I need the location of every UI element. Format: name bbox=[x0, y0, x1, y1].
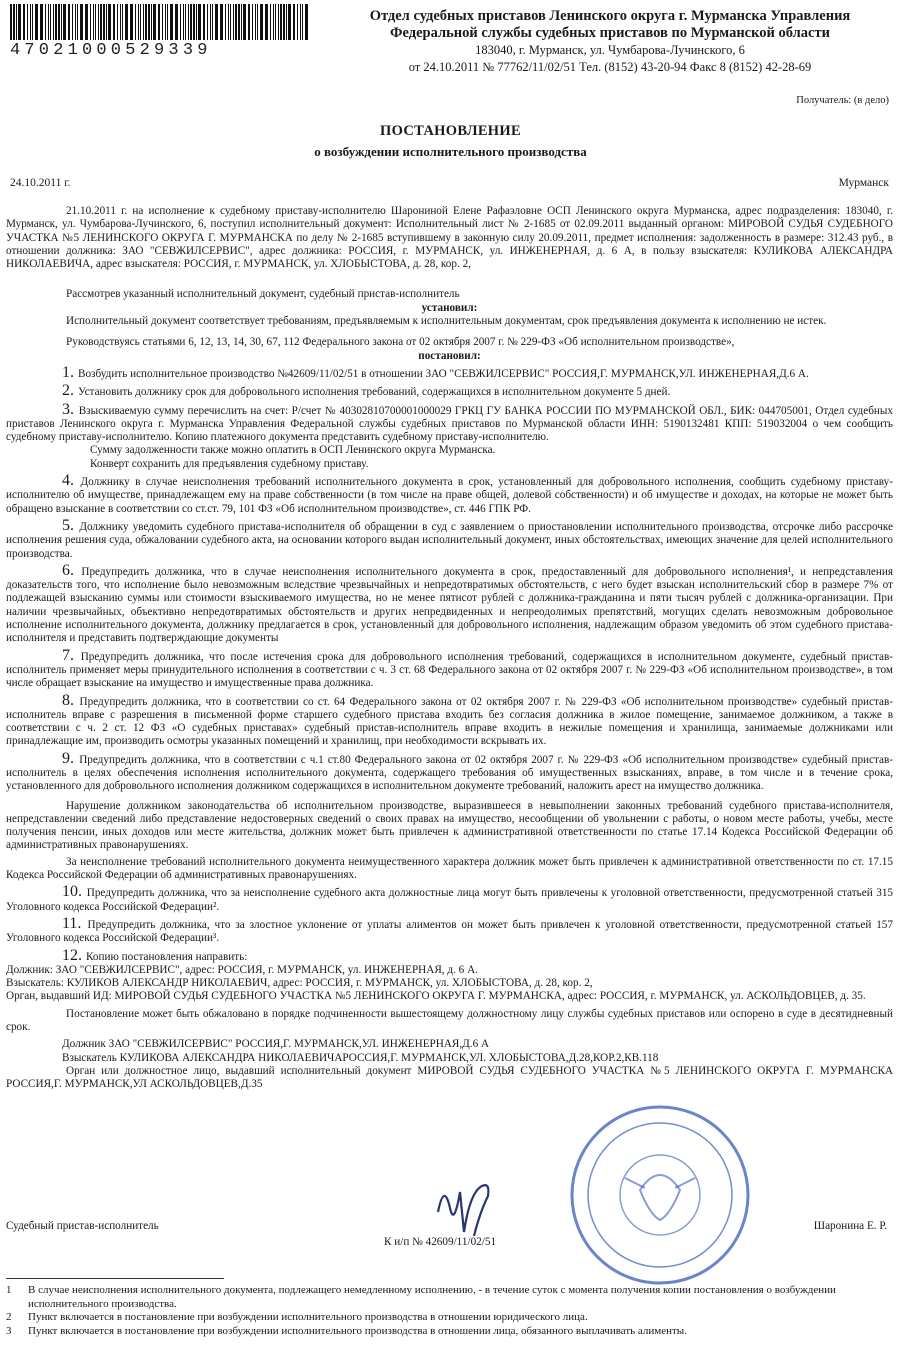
barcode-bar bbox=[63, 4, 66, 40]
barcode-bar bbox=[255, 4, 256, 40]
item-text: Предупредить должника, что в соответствии с ч.1 ст.80 Федерального закона от 02 октября 2007 г. № 229-ФЗ «Об исполнительном производстве» судебный пристав-исполнитель в целях обеспечения исполнения исполнительного документа, содержащего требования об имущественных взысканиях, вправе, в том числе и в течение срока, установленного для добровольного исполнения должником содержащихся в исполнительном документе требований, наложить арест на имущество должника. bbox=[6, 753, 894, 793]
barcode-bar bbox=[106, 4, 107, 40]
barcode-bar bbox=[153, 4, 156, 40]
barcode-bar bbox=[180, 4, 181, 40]
item-number: 9. bbox=[62, 749, 80, 767]
barcode-bar bbox=[215, 4, 218, 40]
considered-paragraph: Рассмотрев указанный исполнительный документ, судебный пристав-исполнитель bbox=[66, 288, 460, 301]
barcode-bar bbox=[130, 4, 133, 40]
barcode-bar bbox=[16, 4, 17, 40]
date-line bbox=[10, 177, 889, 189]
item-text: Предупредить должника, что в случае неисполнения исполнительного документа в срок, предоставленный для добровольного исполнения¹, и непредставления доказательств того, что исполнение было невозможным вследствие чрезвычайных и непредотвратимых обстоятельств, с него будет взыскан исполнительский сбор в размере 7% от подлежащей взысканию суммы или стоимости взыскиваемого имущества, но не менее пятисот рублей с должника-гражданина и пяти тысяч рублей с должника-организации. При наличии чрезвычайных, объективно непредотвратимых обстоятельств и других непредвиденных и непреодолимых препятствий, могущих сделать невозможным добровольное исполнение исполнительного документа, должнику предлагается в срок, установленный для добровольного исполнения, надлежащим образом уведомить об этом судебного пристава-исполнителя и представить подтверждающие документы bbox=[6, 565, 894, 645]
barcode-bar bbox=[288, 4, 291, 40]
footnote-number: 3 bbox=[6, 1324, 12, 1337]
barcode-bar bbox=[275, 4, 276, 40]
barcode-bar bbox=[293, 4, 295, 40]
resolution-items bbox=[6, 363, 894, 794]
barcode-bar bbox=[203, 4, 205, 40]
address-claimant: Взыскатель КУЛИКОВА АЛЕКСАНДРА НИКОЛАЕВИЧАРОССИЯ,Г. МУРМАНСК,УЛ. ХЛОБЫСТОВА,Д.28,КОР.2,КВ.118 bbox=[62, 1051, 659, 1064]
barcode-bar bbox=[302, 4, 303, 40]
barcode-bar bbox=[148, 4, 150, 40]
barcode-bar bbox=[138, 4, 139, 40]
signer-role: Судебный пристав-исполнитель bbox=[6, 1220, 159, 1232]
barcode-bar bbox=[40, 4, 43, 40]
dept-ref-line: от 24.10.2011 № 77762/11/02/51 Тел. (8152) 43-20-94 Факс 8 (8152) 42-28-69 bbox=[408, 60, 812, 74]
barcode-bar bbox=[145, 4, 147, 40]
barcode-bar bbox=[85, 4, 88, 40]
item-text: Копию постановления направить: bbox=[86, 950, 248, 963]
barcode-bar bbox=[185, 4, 186, 40]
resolution-item bbox=[6, 474, 893, 516]
item-text: Предупредить должника, что за злостное уклонение от уплаты алиментов он может быть привлечен к уголовной ответственности, предусмотренной статьей 157 Уголовного кодекса Российской Федерации³. bbox=[6, 918, 893, 945]
barcode-bar bbox=[225, 4, 226, 40]
recipient: Получатель: (в дело) bbox=[796, 95, 889, 106]
barcode-bar bbox=[190, 4, 192, 40]
barcode-bar bbox=[120, 4, 121, 40]
item-text: Предупредить должника, что после истечения срока для добровольного исполнения требований, содержащихся в исполнительном документе, судебный пристав-исполнитель применяет меры принудительного исполнения в соответствии с ч. 3 ст. 68 Федерального закона от 02 октября 2007 г. № 229-ФЗ «Об исполнительном производстве», в том числе обращает взыскание на имущество и имущественные права должника. bbox=[6, 650, 893, 690]
barcode-number: 47021000529339 bbox=[10, 41, 212, 60]
barcode-bar bbox=[55, 4, 57, 40]
barcode-bar bbox=[280, 4, 282, 40]
barcode-bar bbox=[61, 4, 62, 40]
barcode-bar bbox=[165, 4, 166, 40]
barcode-bar bbox=[35, 4, 38, 40]
copy-recipients bbox=[6, 964, 893, 1004]
barcode-bar bbox=[158, 4, 160, 40]
barcode-bar bbox=[95, 4, 96, 40]
item-number: 10. bbox=[62, 883, 87, 901]
barcode-bar bbox=[252, 4, 253, 40]
barcode-bar bbox=[297, 4, 298, 40]
barcode-bar bbox=[243, 4, 246, 40]
barcode-bar bbox=[113, 4, 115, 40]
appeal-paragraph: Постановление может быть обжаловано в порядке подчиненности вышестоящему должностному лицу службы судебных приставов или оспорено в суде в десятидневный срок. bbox=[6, 1007, 893, 1034]
dept-address: 183040, г. Мурманск, ул. Чумбарова-Лучинского, 6 bbox=[475, 43, 745, 57]
footnote-text: Пункт включается в постановление при возбуждении исполнительного производства в отношении лица, обязанного выплачивать алименты. bbox=[28, 1324, 687, 1337]
established-label: установил: bbox=[421, 301, 478, 314]
doc-city: Мурманск bbox=[838, 177, 889, 189]
footnote bbox=[6, 1284, 886, 1311]
item-text: Должнику уведомить судебного пристава-исполнителя об обращении в суд с заявлением о приостановлении исполнительного производства, отсрочке либо рассрочке исполнения решения суда, обжаловании судебного акта, на основании которого выдан исполнительный документ, иных обстоятельствах, имеющих значение для целей исполнительного производства. bbox=[6, 520, 893, 560]
item3-note: Сумму задолженности также можно оплатить в ОСП Ленинского округа Мурманска. bbox=[90, 444, 496, 457]
recipient-issuer: Орган, выдавший ИД: МИРОВОЙ СУДЬЯ СУДЕБНОГО УЧАСТКА №5 ЛЕНИНСКОГО ОКРУГА Г. МУРМАНСКА, адрес: РОССИЯ, г. МУРМАНСК, ул. АСКОЛЬДОВЦЕВ, д. 35. bbox=[6, 990, 866, 1003]
resolution-item bbox=[6, 946, 893, 964]
barcode-bar bbox=[50, 4, 51, 40]
barcode-bar bbox=[273, 4, 274, 40]
barcode-bar bbox=[18, 4, 21, 40]
barcode-bar bbox=[122, 4, 123, 40]
barcode-bar bbox=[13, 4, 15, 40]
item-number: 4. bbox=[62, 472, 81, 490]
resolution-item bbox=[6, 384, 893, 399]
barcode-bar bbox=[175, 4, 178, 40]
item-number: 5. bbox=[62, 516, 80, 534]
doc-body bbox=[6, 205, 893, 1092]
barcode-bar bbox=[90, 4, 91, 40]
barcode-bar bbox=[170, 4, 173, 40]
footnote-text: Пункт включается в постановление при возбуждении исполнительного производства в отношении юридического лица. bbox=[28, 1311, 588, 1323]
barcode-bar bbox=[135, 4, 136, 40]
barcode-bar bbox=[305, 4, 308, 40]
dept-line-1: Отдел судебных приставов Ленинского округа г. Мурманска Управления bbox=[369, 8, 851, 24]
barcode-bar bbox=[188, 4, 189, 40]
violation-paragraph: Нарушение должником законодательства об исполнительном производстве, выразившееся в невыполнении законных требований судебного пристава-исполнителя, непредставлении сведений либо представление недостоверных сведений о своих правах на имущество, несообщении об увольнении с работы, о новом месте работы, учебы, месте получения пенсии, иных доходов или месте жительства, должник может быть привлечен к административной ответственности по статье 17.14 Кодекса Российской Федерации об административных правонарушениях. bbox=[6, 799, 893, 852]
resolution-item bbox=[6, 646, 893, 691]
barcode-bar bbox=[10, 4, 12, 40]
signer-name: Шаронина Е. Р. bbox=[813, 1220, 887, 1232]
barcode-bar bbox=[241, 4, 242, 40]
item-number: 12. bbox=[62, 946, 86, 964]
department-header bbox=[330, 8, 890, 76]
barcode-bar bbox=[23, 4, 25, 40]
barcode-bar bbox=[210, 4, 211, 40]
official-stamp bbox=[565, 1100, 755, 1290]
barcode-bar bbox=[265, 4, 268, 40]
barcode-bar bbox=[30, 4, 31, 40]
barcode-bar bbox=[233, 4, 234, 40]
footnote-divider bbox=[6, 1278, 224, 1279]
barcode-bar bbox=[77, 4, 78, 40]
item-text: Взыскиваемую сумму перечислить на счет: Р/счет № 40302810700001000029 ГРКЦ ГУ БАНКА РОССИИ ПО МУРМАНСКОЙ ОБЛ., БИК: 044705001, Отдел судебных приставов Ленинского округа г. Мурманска Управления Федеральной службы судебных приставов по Мурманской области ИНН: 5190132481 КПП: 519032004 о чем сообщить судебному приставу-исполнителю. Копию платежного документа представить судебному приставу-исполнителю. bbox=[6, 404, 893, 444]
barcode-bar bbox=[238, 4, 240, 40]
barcode-bar bbox=[93, 4, 94, 40]
barcode-bar bbox=[248, 4, 250, 40]
barcode-bar bbox=[68, 4, 70, 40]
resolved-label: постановил: bbox=[418, 349, 481, 362]
barcode-bar bbox=[72, 4, 73, 40]
footnote-text: В случае неисполнения исполнительного документа, подлежащего немедленному исполнению, - в течение суток с момента получения копии постановления о возбуждении исполнительного производства. bbox=[28, 1284, 836, 1310]
barcode-bar bbox=[27, 4, 28, 40]
item-number: 8. bbox=[62, 691, 80, 709]
barcode-bar bbox=[196, 4, 197, 40]
barcode-bar bbox=[193, 4, 195, 40]
barcode-bars bbox=[10, 4, 310, 40]
doc-title: ПОСТАНОВЛЕНИЕ bbox=[380, 123, 521, 139]
barcode-bar bbox=[32, 4, 33, 40]
resolution-item bbox=[6, 914, 893, 946]
barcode-bar bbox=[183, 4, 184, 40]
resolution-item bbox=[6, 691, 893, 749]
item-number: 3. bbox=[62, 400, 79, 418]
barcode-bar bbox=[98, 4, 99, 40]
barcode-bar bbox=[53, 4, 54, 40]
resolution-item bbox=[6, 749, 894, 794]
item-text: Возбудить исполнительное производство №42609/11/02/51 в отношении ЗАО "СЕВЖИЛСЕРВИС" РОССИЯ,Г. МУРМАНСК,УЛ. ИНЖЕНЕРНАЯ,Д.6 А. bbox=[78, 367, 809, 380]
barcode-bar bbox=[228, 4, 229, 40]
item-text: Предупредить должника, что за неисполнение судебного акта должностные лица могут быть привлечены к уголовной ответственности, предусмотренной статьей 315 Уголовного кодекса Российской Федерации². bbox=[6, 887, 894, 913]
recipient-claimant: Взыскатель: КУЛИКОВ АЛЕКСАНДР НИКОЛАЕВИЧ, адрес: РОССИЯ, г. МУРМАНСК, ул. ХЛОБЫСТОВА, д. 28, кор. 2, bbox=[6, 977, 593, 990]
handwritten-signature bbox=[430, 1172, 520, 1242]
item-text: Предупредить должника, что в соответствии со ст. 64 Федерального закона от 02 октября 2007 г. № 229-ФЗ «Об исполнительном производстве» судебный пристав-исполнитель вправе с разрешения в письменной форме старшего судебного пристава входить без согласия должника в жилое помещение, занимаемое должником, а также в соответствии с ч. 2 ст. 12 ФЗ «О судебных приставах» судебный пристав-исполнитель вправе входить в нежилые помещения и хранилища, занимаемые должниками или принадлежащие им, производить осмотры указанных помещений и хранилищ, при необходимости вскрывать их. bbox=[6, 695, 893, 748]
resolution-item bbox=[6, 885, 893, 914]
item-number: 1. bbox=[62, 363, 78, 381]
footnote bbox=[6, 1325, 886, 1339]
barcode-bar bbox=[198, 4, 201, 40]
resolution-item bbox=[6, 561, 894, 646]
resolution-item bbox=[6, 400, 893, 445]
intro-paragraph: 21.10.2011 г. на исполнение к судебному приставу-исполнителю Шарониной Елене Рафаэловне ОСП Ленинского округа Мурманска, адрес подразделения: 183040, г. Мурманск, ул. Чумбарова-Лучинского, 6, поступил исполнительный документ: Исполнительный лист № 2-1685 от 02.09.2011 выданный органом: МИРОВОЙ СУДЬЯ СУДЕБНОГО УЧАСТКА №5 ЛЕНИНСКОГО ОКРУГА Г. МУРМАНСКА по делу № 2-1685 вступившему в законную силу 20.09.2011, предмет исполнения: задолженность в размере: 312.43 руб., в отношении должника: ЗАО "СЕВЖИЛСЕРВИС", адрес должника: РОССИЯ, г. МУРМАНСК, ул. ИНЖЕНЕРНАЯ, д. 6 А, в пользу взыскателя: КУЛИКОВА АЛЕКСАНДРА НИКОЛАЕВИЧА, адрес взыскателя: РОССИЯ, г. МУРМАНСК, ул. ХЛОБЫСТОВА, д. 28, кор. 2, bbox=[6, 205, 893, 271]
barcode-bar bbox=[80, 4, 83, 40]
barcode-bar bbox=[270, 4, 271, 40]
barcode-bar bbox=[212, 4, 213, 40]
barcode-bar bbox=[125, 4, 128, 40]
resolution-item bbox=[6, 363, 893, 381]
established-paragraph: Исполнительный документ соответствует требованиям, предъявляемым к исполнительным документам, срок предъявления документа к исполнению не истек. bbox=[66, 315, 827, 328]
barcode-bar bbox=[117, 4, 118, 40]
barcode-bar bbox=[48, 4, 49, 40]
barcode-bar bbox=[103, 4, 105, 40]
item-number: 7. bbox=[62, 646, 81, 664]
item-number: 2. bbox=[62, 382, 78, 400]
barcode-bar bbox=[108, 4, 111, 40]
recipient-debtor: Должник: ЗАО "СЕВЖИЛСЕРВИС", адрес: РОССИЯ, г. МУРМАНСК, ул. ИНЖЕНЕРНАЯ, д. 6 А. bbox=[6, 963, 478, 976]
dept-line-2: Федеральной службы судебных приставов по Мурманской области bbox=[390, 25, 830, 41]
nonproperty-paragraph: За неисполнение требований исполнительного документа неимущественного характера должник может быть привлечен к административной ответственности по ст. 17.15 Кодекса Российской Федерации об административных правонарушениях. bbox=[6, 855, 893, 882]
barcode-bar bbox=[230, 4, 231, 40]
item-text: Должнику в случае неисполнения требований исполнительного документа в срок, установленный для добровольного исполнения, сообщить судебному приставу-исполнителю об имуществе, принадлежащем ему на праве собственности (в том числе на праве общей, долевой собственности) и об имуществе и доходах, на которые не может быть обращено взыскание в соответствии со ст.ст. 79, 101 ФЗ «Об исполнительном производстве», ст. 446 ГПК РФ. bbox=[6, 476, 894, 515]
item-text: Установить должнику срок для добровольного исполнения требований, содержащихся в исполнительном документе 5 дней. bbox=[78, 386, 671, 399]
barcode bbox=[10, 4, 310, 60]
barcode-bar bbox=[167, 4, 168, 40]
barcode-bar bbox=[100, 4, 102, 40]
barcode-bar bbox=[260, 4, 263, 40]
barcode-bar bbox=[220, 4, 223, 40]
item-number: 6. bbox=[62, 561, 82, 579]
barcode-bar bbox=[75, 4, 76, 40]
resolution-item bbox=[6, 516, 893, 561]
guided-paragraph: Руководствуясь статьями 6, 12, 13, 14, 30, 67, 112 Федерального закона от 02 октября 2007 г. № 229-ФЗ «Об исполнительном производстве», bbox=[66, 336, 735, 349]
item-number: 11. bbox=[62, 914, 88, 932]
barcode-bar bbox=[45, 4, 46, 40]
doc-subtitle: о возбуждении исполнительного производства bbox=[314, 144, 587, 159]
barcode-bar bbox=[143, 4, 144, 40]
item3-note: Конверт сохранить для предъявления судебному приставу. bbox=[90, 457, 369, 470]
barcode-bar bbox=[140, 4, 141, 40]
footnotes bbox=[6, 1284, 886, 1338]
barcode-bar bbox=[207, 4, 208, 40]
barcode-bar bbox=[151, 4, 152, 40]
barcode-bar bbox=[58, 4, 60, 40]
barcode-bar bbox=[235, 4, 237, 40]
barcode-bar bbox=[283, 4, 285, 40]
barcode-bar bbox=[257, 4, 258, 40]
footnote-number: 1 bbox=[6, 1284, 12, 1296]
address-issuer: Орган или должностное лицо, выдавший исполнительный документ МИРОВОЙ СУДЬЯ СУДЕБНОГО УЧАСТКА №5 ЛЕНИНСКОГО ОКРУГА Г. МУРМАНСКА РОССИЯ,Г. МУРМАНСК,УЛ АСКОЛЬДОВЦЕВ,Д.35 bbox=[6, 1064, 893, 1091]
footnote bbox=[6, 1311, 886, 1325]
barcode-bar bbox=[300, 4, 301, 40]
doc-date: 24.10.2011 г. bbox=[10, 177, 71, 189]
resolution-items-2 bbox=[6, 885, 893, 963]
barcode-bar bbox=[286, 4, 287, 40]
address-debtor: Должник ЗАО "СЕВЖИЛСЕРВИС" РОССИЯ,Г. МУРМАНСК,УЛ. ИНЖЕНЕРНАЯ,Д.6 А bbox=[62, 1038, 490, 1051]
barcode-bar bbox=[278, 4, 279, 40]
case-number: К и/п № 42609/11/02/51 bbox=[384, 1236, 497, 1248]
footnote-number: 2 bbox=[6, 1311, 12, 1323]
barcode-bar bbox=[162, 4, 163, 40]
